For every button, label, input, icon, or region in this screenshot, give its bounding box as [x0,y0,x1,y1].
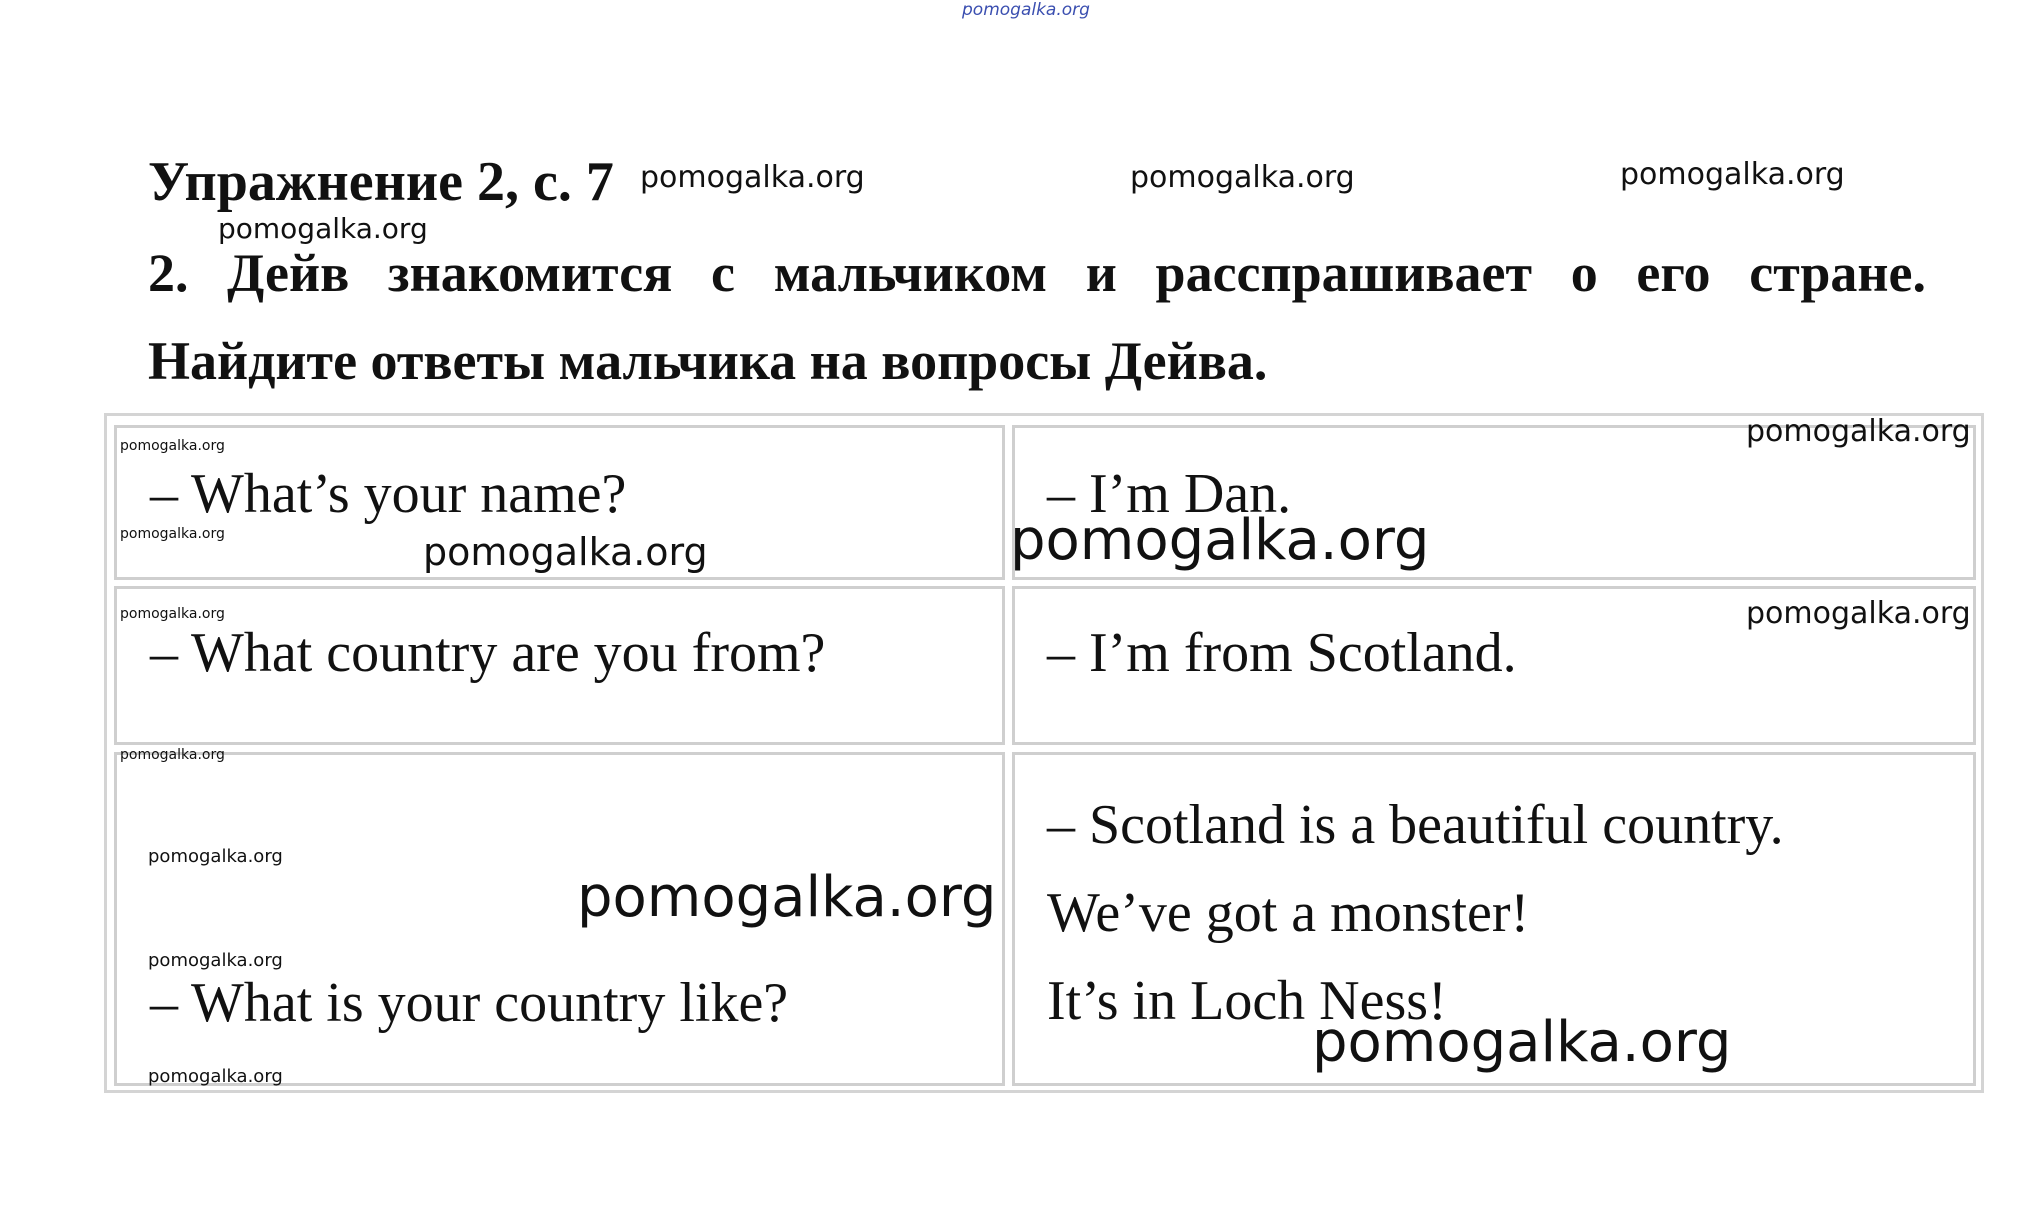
watermark: pomogalka.org [1010,508,1430,573]
dialogue-table [104,413,1984,1093]
watermark: pomogalka.org [218,212,428,245]
answer-text-line-1: – Scotland is a beautiful country. [1047,794,1784,856]
watermark: pomogalka.org [148,846,283,867]
watermark: pomogalka.org [120,526,225,542]
watermark: pomogalka.org [148,1066,283,1087]
table-cell-answer [1012,752,1976,1086]
watermark: pomogalka.org [120,438,225,454]
exercise-heading: Упражнение 2, с. 7 [148,151,614,213]
question-text: – What country are you from? [150,622,826,684]
watermark: pomogalka.org [1130,160,1355,195]
answer-text: – I’m Dan. [1047,463,1292,525]
task-text-line-1: 2. Дейв знакомится с мальчиком и расспрашивает о его стране. [148,243,1926,303]
table-cell-answer [1010,414,1976,580]
watermark: pomogalka.org [120,606,225,622]
watermark: pomogalka.org [1746,414,1971,449]
watermark: pomogalka.org [577,865,997,930]
watermark: pomogalka.org [120,747,225,763]
watermark: pomogalka.org [148,950,283,971]
question-text: – What’s your name? [150,463,627,525]
watermark: pomogalka.org [1312,1010,1732,1075]
watermark: pomogalka.org [640,160,865,195]
table-cell-question [114,425,1005,580]
watermark-top: pomogalka.org [962,0,1090,20]
table-cell-question [114,747,1005,1087]
table-cell-answer [1012,586,1976,745]
task-text-line-2: Найдите ответы мальчика на вопросы Дейва. [148,331,1268,391]
question-text: – What is your country like? [150,972,789,1034]
watermark: pomogalka.org [1620,157,1845,192]
watermark: pomogalka.org [423,530,708,574]
watermark: pomogalka.org [1746,596,1971,631]
answer-text-line-3: It’s in Loch Ness! [1047,970,1447,1032]
answer-text: – I’m from Scotland. [1047,622,1517,684]
answer-text-line-2: We’ve got a monster! [1047,882,1530,944]
table-cell-question [114,586,1005,745]
